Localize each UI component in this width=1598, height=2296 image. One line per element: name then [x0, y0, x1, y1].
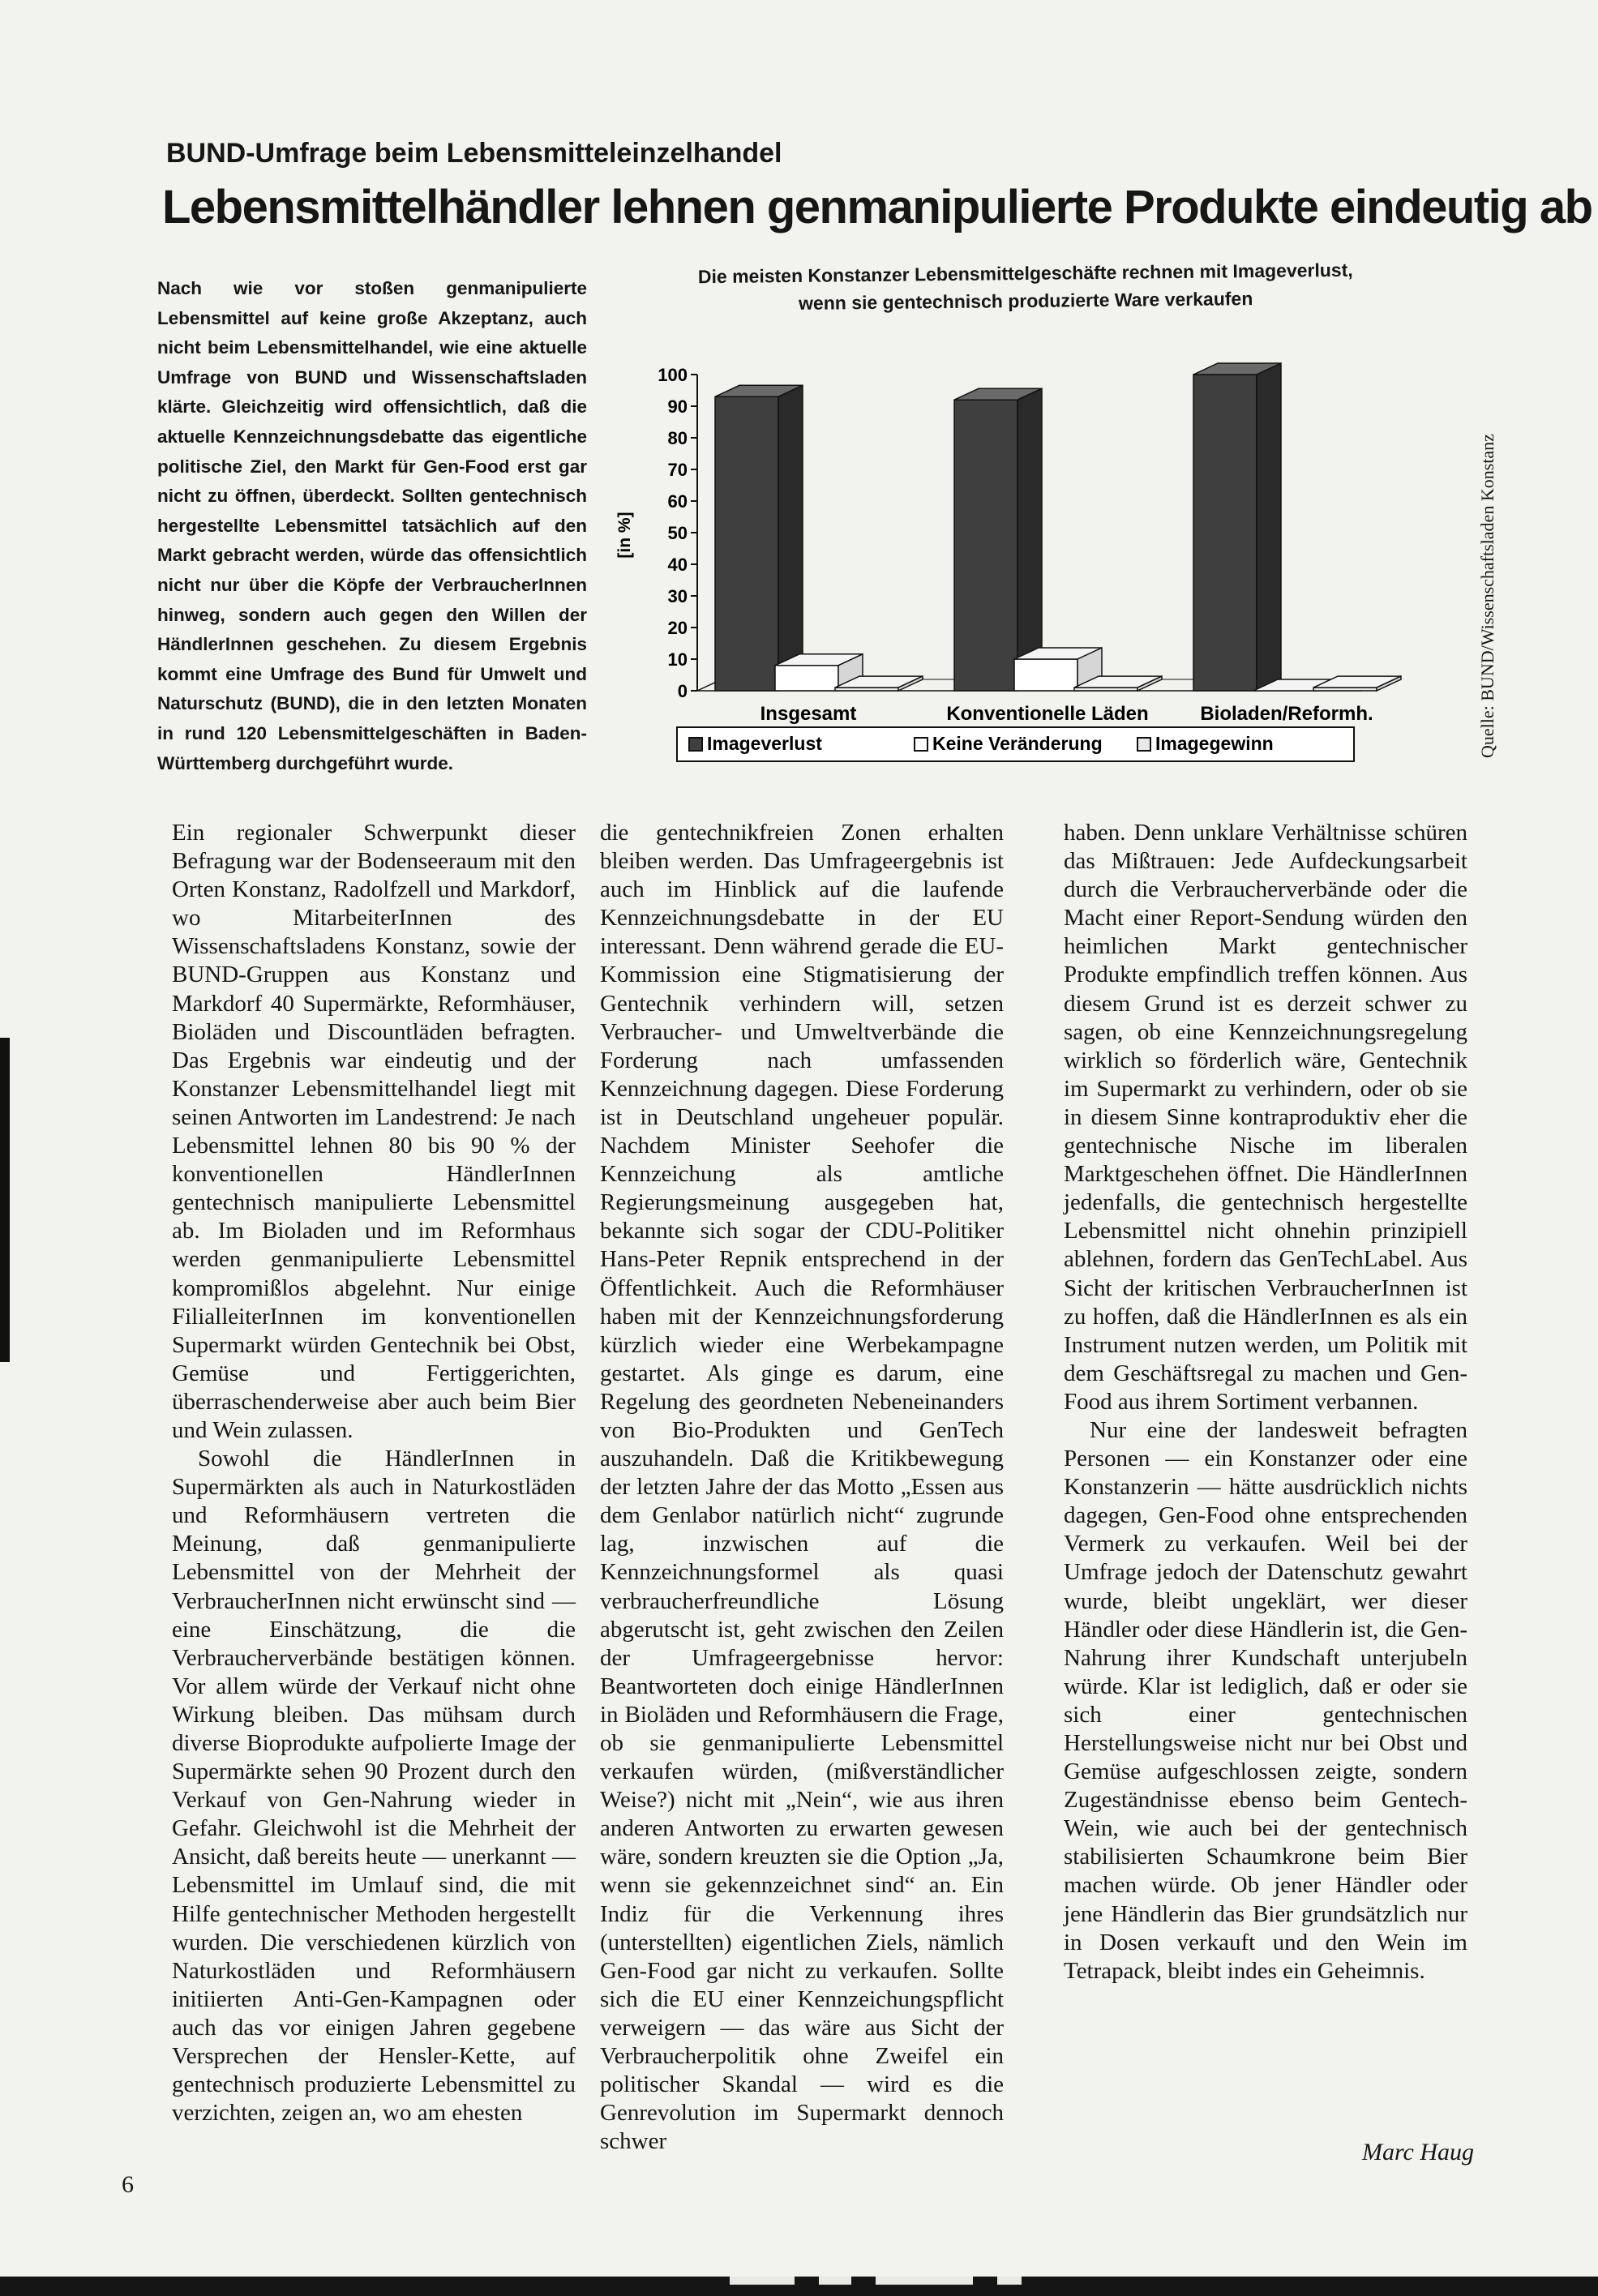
article-column-3 — [1064, 819, 1467, 1985]
y-tick-label: 30 — [667, 586, 688, 606]
author-byline: Marc Haug — [1362, 2139, 1475, 2165]
bar-1-0 — [775, 666, 838, 691]
y-tick-label: 20 — [667, 618, 688, 638]
bar-chart — [596, 341, 1423, 803]
bar-side-0-0 — [778, 385, 803, 691]
y-tick-label: 50 — [667, 523, 688, 543]
y-tick-label: 90 — [667, 396, 688, 417]
article-column-2 — [600, 819, 1004, 2156]
x-tick-label: Bioladen/Reformh. — [1200, 703, 1373, 725]
page-number: 6 — [122, 2171, 134, 2198]
bar-side-0-1 — [1017, 388, 1042, 691]
y-tick-label: 100 — [658, 365, 688, 385]
legend-swatch — [1137, 738, 1150, 751]
y-tick-label: 70 — [667, 460, 688, 480]
chart-title: Die meisten Konstanzer Lebensmittelgeschäfte rechnen mit Imageverlust, wenn sie gentechnisch produzierte Ware verkaufen — [697, 259, 1353, 314]
y-tick-label: 80 — [667, 428, 688, 448]
y-tick-label: 40 — [667, 555, 688, 575]
scan-bottom-edge — [0, 2277, 1598, 2296]
y-tick-label: 60 — [667, 491, 688, 512]
bar-0-0 — [715, 396, 778, 691]
paragraph: Ein regionaler Schwerpunkt dieser Befragung war der Bodenseeraum mit den Orten Konstanz, Radolfzell und Markdorf, wo MitarbeiterInnen des Wissenschaftsladens Konstanz, sowie der BUND-Gruppen aus Konstanz und Markdorf 40 Supermärkte, Reformhäuser, Bioläden und Discountläden befragten. Das Ergebnis war eindeutig und der Konstanzer Lebensmittelhandel liegt mit seinen Antworten im Landestrend: Je nach Lebensmittel lehnen 80 bis 90 % der konventionellen HändlerInnen gentechnisch manipulierte Lebensmittel ab. Im Bioladen und im Reformhaus werden genmanipulierte Lebensmittel kompromißlos abgelehnt. Nur einige FilialleiterInnen im konventionellen Supermarkt würden Gentechnik bei Obst, Gemüse und Fertiggerichten, überraschenderweise aber auch beim Bier und Wein zulassen. — [172, 820, 576, 1443]
legend-label: Imagegewinn — [1155, 733, 1274, 754]
bar-0-2 — [1193, 375, 1257, 691]
y-tick-label: 0 — [677, 681, 688, 701]
paragraph: haben. Denn unklare Verhältnisse schüren das Mißtrauen: Jede Aufdeckungsarbeit durch die Verbraucherverbände oder die Macht einer Report-Sendung würden den heimlichen Markt gentechnischer Produkte empfindlich treffen können. Aus diesem Grund ist es derzeit schwer zu sagen, ob eine Kennzeichnungsregelung wirklich so förderlich wäre, Gentechnik im Supermarkt zu verhindern, oder ob sie in diesem Sinne kontraproduktiv eher die gentechnische Nische im liberalen Marktgeschehen öffnet. Die HändlerInnen jedenfalls, die gentechnisch hergestellte Lebensmittel nicht ohnehin prinzipiell ablehnen, fordern das GenTechLabel. Aus Sicht der kritischen VerbraucherInnen ist zu hoffen, daß die HändlerInnen es als ein Instrument nutzen werden, um Politik mit dem Geschäftsregal zu machen und Gen-Food aus ihrem Sortiment verbannen. — [1064, 820, 1467, 1415]
paragraph: Nur eine der landesweit befragten Personen — ein Konstanzer oder eine Konstanzerin — hätte ausdrücklich nichts dagegen, Gen-Food ohne entsprechenden Vermerk zu verkaufen. Weil bei der Umfrage jedoch der Datenschutz gewahrt wurde, bleibt ungeklärt, wer dieser Händler oder diese Händlerin ist, die Gen-Nahrung ihrer Kundschaft unterjubeln würde. Klar ist lediglich, daß er oder sie sich einer gentechnischen Herstellungsweise nicht nur bei Obst und Gemüse aufgeschlossen zeigte, sondern Zugeständnisse ebenso beim Gentech-Wein, wie auch bei der gentechnisch stabilisierten Schaumkrone beim Bier machen würde. Ob jener Händler oder jene Händlerin das Bier grundsätzlich nur in Dosen verkauft und den Wein im Tetrapack, bleibt indes ein Geheimnis. — [1064, 1416, 1467, 1984]
x-tick-label: Insgesamt — [760, 703, 857, 725]
bar-0-1 — [954, 400, 1017, 691]
bar-1-1 — [1014, 659, 1077, 691]
legend-swatch — [689, 738, 702, 751]
legend-label: Keine Veränderung — [932, 733, 1103, 754]
paragraph: die gentechnikfreien Zonen erhalten bleiben werden. Das Umfrageergebnis ist auch im Hinblick auf die laufende Kennzeichnungsdebatte in der EU interessant. Denn während gerade die EU-Kommission eine Stigmatisierung der Gentechnik verhindern will, setzen Verbraucher- und Umweltverbände die Forderung nach umfassenden Kennzeichnung dagegen. Diese Forderung ist in Deutschland ungeheuer populär. Nachdem Minister Seehofer die Kennzeichung als amtliche Regierungsmeinung ausgegeben hat, bekannte sich sogar der CDU-Politiker Hans-Peter Repnik entsprechend in der Öffentlichkeit. Auch die Reformhäuser haben mit der Kennzeichnungsforderung kürzlich wieder eine Werbekampagne gestartet. Als ginge es darum, eine Regelung des geordneten Nebeneinanders von Bio-Produkten und GenTech auszuhandeln. Daß die Kritikbewegung der letzten Jahre der das Motto „Essen aus dem Genlabor natürlich nicht“ zugrunde lag, inzwischen auf die Kennzeichnungsformel als quasi verbraucherfreundliche Lösung abgerutscht ist, geht zwischen den Zeilen der Umfrageergebnisse hervor: Beantworteten doch einige HändlerInnen in Bioläden und Reformhäusern die Frage, ob sie genmanipulierte Lebensmittel verkaufen würden, (mißverständlicher Weise?) nicht mit „Nein“, wie aus ihren anderen Antworten zu erwarten gewesen wäre, sondern kreuzten sie die Option „Ja, wenn sie gekennzeichnet sind“ an. Ein Indiz für die Verkennung ihres (unterstellten) eigentlichen Ziels, nämlich Gen-Food gar nicht zu verkaufen. Sollte sich die EU einer Kennzeichungspflicht verweigern — das wäre aus Sicht der Verbraucherpolitik ohne Zweifel ein politischer Skandal — wird es die Genrevolution im Supermarkt dennoch schwer — [600, 820, 1004, 2155]
legend-label: Imageverlust — [707, 733, 822, 754]
y-tick-label: 10 — [667, 649, 688, 670]
source-credit: Quelle: BUND/Wissenschaftsladen Konstanz — [1477, 434, 1497, 758]
scan-edge-mark — [0, 1038, 10, 1362]
bar-side-0-2 — [1257, 363, 1281, 691]
x-tick-label: Konventionelle Läden — [946, 703, 1149, 725]
y-axis-label: [in %] — [615, 512, 634, 559]
paragraph: Sowohl die HändlerInnen in Supermärkten als auch in Naturkostläden und Reformhäusern vertreten die Meinung, daß genmanipulierte Lebensmittel von der Mehrheit der VerbraucherInnen nicht erwünscht sind — eine Einschätzung, die die Verbraucherverbände bestätigen können. Vor allem würde der Verkauf nicht ohne Wirkung bleiben. Das mühsam durch diverse Bioprodukte aufpolierte Image der Supermärkte sehen 90 Prozent durch den Verkauf von Gen-Nahrung wieder in Gefahr. Gleichwohl ist die Mehrheit der Ansicht, daß bereits heute — unerkannt — Lebensmittel im Umlauf sind, die mit Hilfe gentechnischer Methoden hergestellt wurden. Die verschiedenen kürzlich von Naturkostläden und Reformhäusern initiierten Anti-Gen-Kampagnen oder auch das vor einigen Jahren gegebene Versprechen der Hensler-Kette, auf gentechnisch produzierte Lebensmittel zu verzichten, zeigen an, wo am ehesten — [172, 1446, 576, 2127]
lead-paragraph: Nach wie vor stoßen genmanipulierte Lebensmittel auf keine große Akzeptanz, auch nicht beim Lebensmittelhandel, wie eine aktuelle Umfrage von BUND und Wissenschaftsladen klärte. Gleichzeitig wird offensichtlich, daß die aktuelle Kennzeichnungsdebatte das eigentliche politische Ziel, den Markt für Gen-Food erst gar nicht zu öffnen, überdeckt. Sollten gentechnisch hergestellte Lebensmittel tatsächlich auf den Markt gebracht werden, würde das offensichtlich nicht nur über die Köpfe der VerbraucherInnen hinweg, sondern auch gegen den Willen der HändlerInnen geschehen. Zu diesem Ergebnis kommt eine Umfrage des Bund für Umwelt und Naturschutz (BUND), die in den letzten Monaten in rund 120 Lebensmittelgeschäften in Baden-Württemberg durchgeführt wurde. — [157, 278, 587, 773]
legend-swatch — [915, 738, 928, 751]
article-column-1 — [172, 819, 576, 2127]
kicker: BUND-Umfrage beim Lebensmitteleinzelhandel — [166, 138, 782, 169]
headline: Lebensmittelhändler lehnen genmanipulierte Produkte eindeutig ab — [162, 181, 1592, 233]
